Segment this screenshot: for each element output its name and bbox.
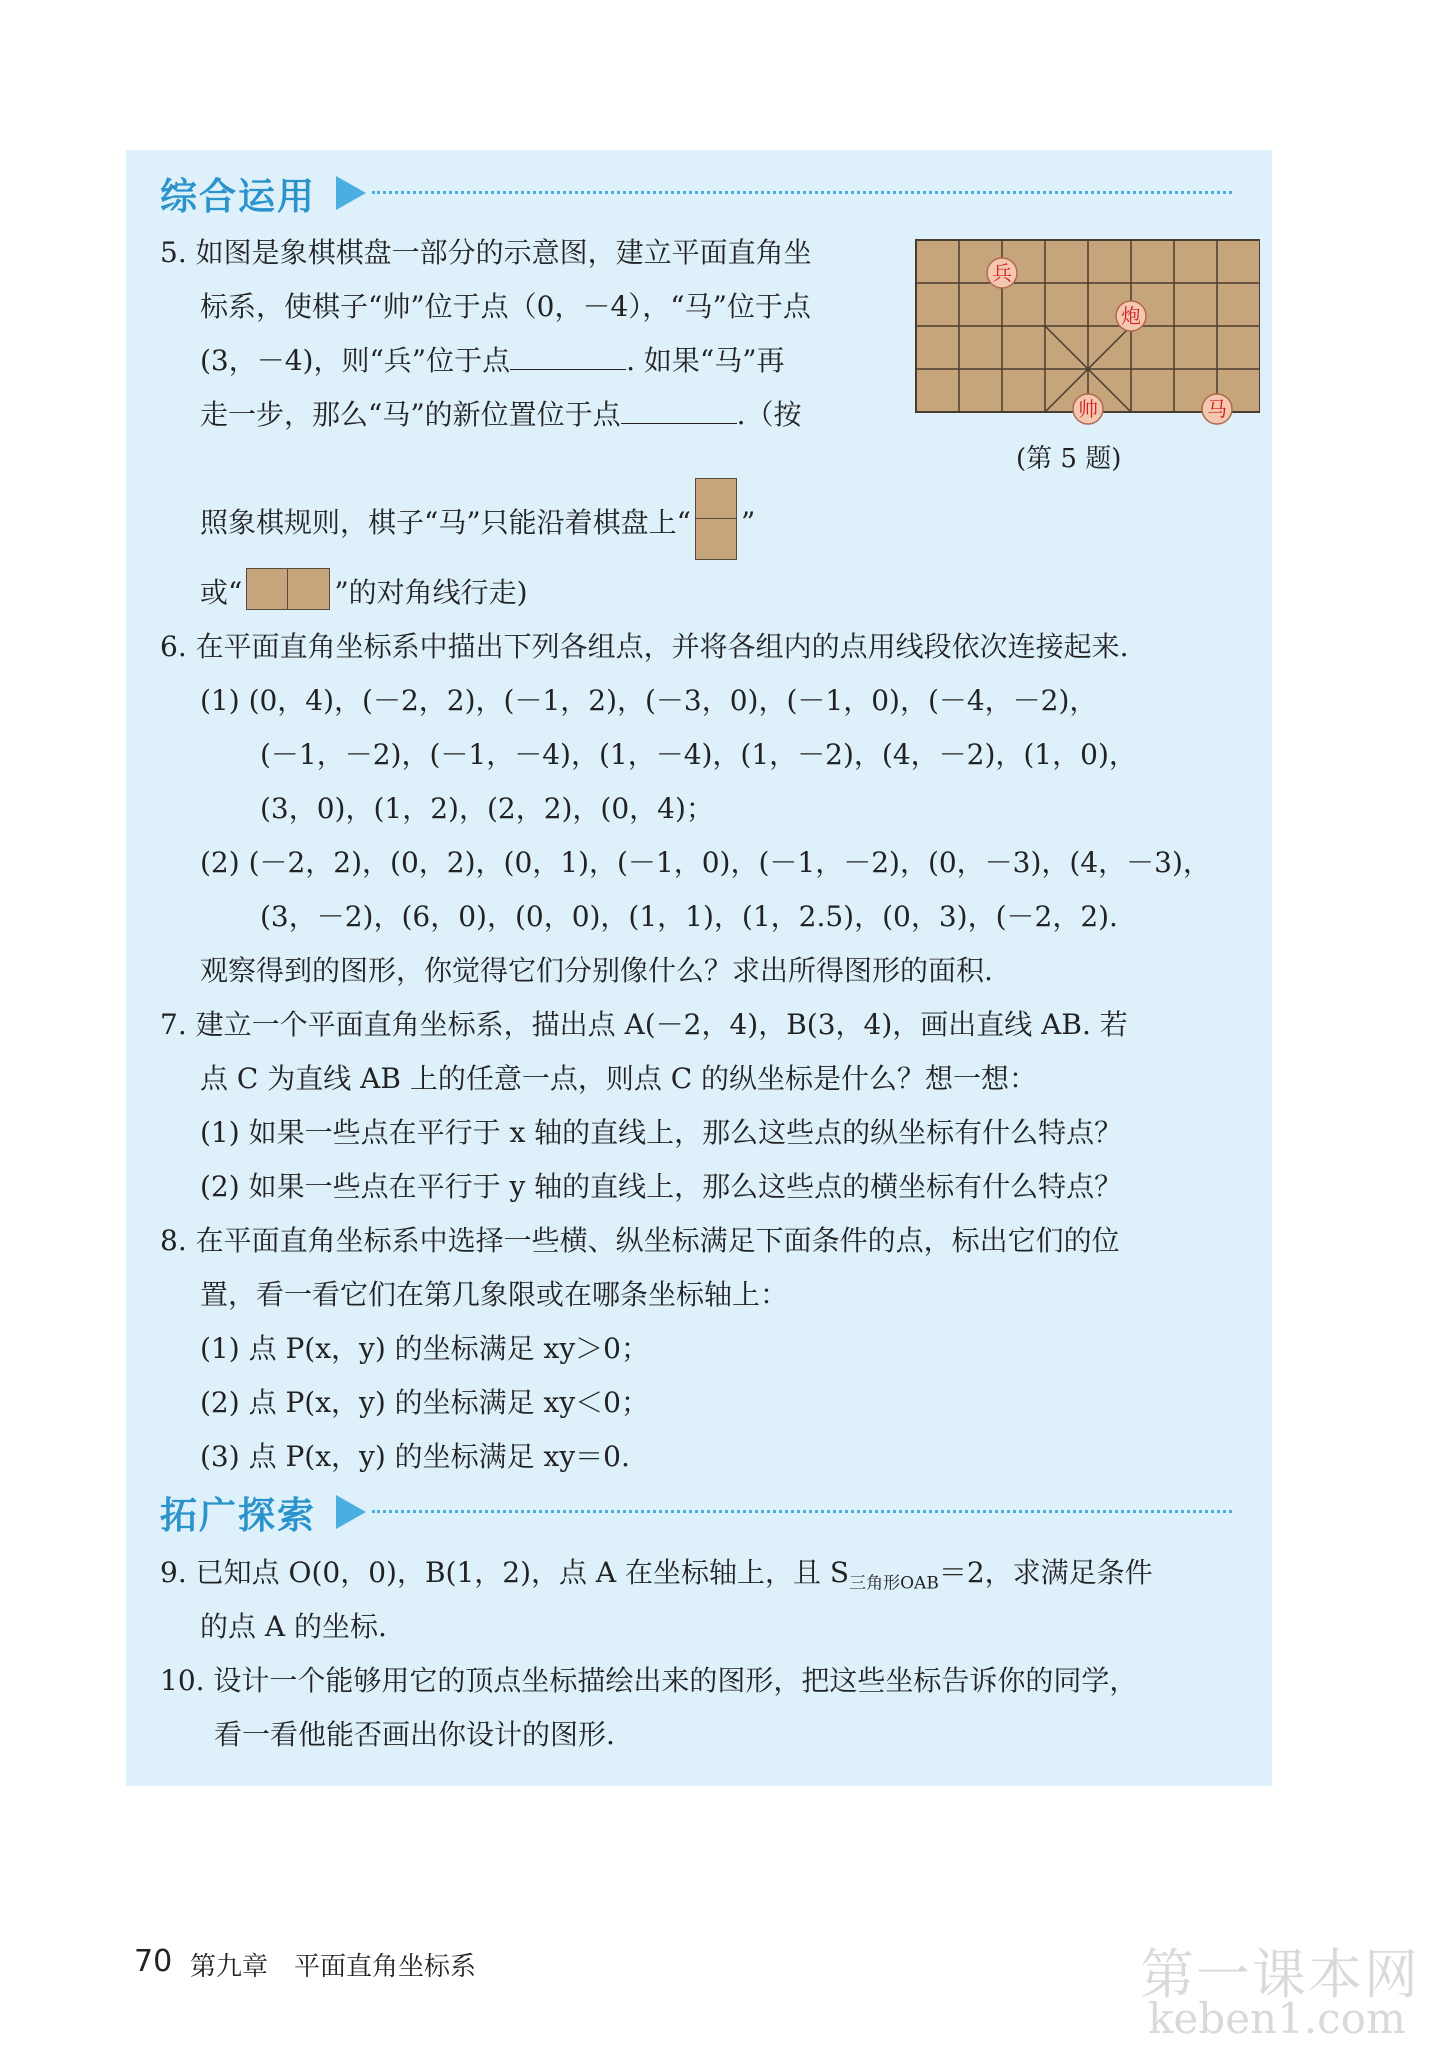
figure-caption: (第 5 题)	[1016, 444, 1122, 474]
triangle-arrow-icon	[336, 1495, 366, 1529]
q7-line-2: 点 C 为直线 AB 上的任意一点，则点 C 的纵坐标是什么？想一想：	[200, 1062, 1038, 1095]
piece-pao-label: 炮	[1121, 304, 1141, 328]
dotted-rule	[372, 1510, 1232, 1513]
q5-line-3	[200, 344, 785, 378]
watermark-url: keben1.com	[1148, 1994, 1406, 2043]
q5-line-6	[200, 568, 528, 610]
q5-line-5	[200, 478, 755, 560]
q8-line-5: (3) 点 P(x，y) 的坐标满足 xy＝0.	[200, 1440, 630, 1473]
q5-line-3b: . 如果“马”再	[626, 344, 785, 377]
triangle-arrow-icon	[336, 176, 366, 210]
q9-line-2: 的点 A 的坐标.	[200, 1610, 387, 1643]
section-title: 综合运用	[160, 175, 316, 218]
q5-line-1: 5. 如图是象棋棋盘一部分的示意图，建立平面直角坐	[160, 236, 812, 269]
q10-line-2: 看一看他能否画出你设计的图形.	[214, 1718, 615, 1751]
q5-line-6b: ”的对角线行走)	[334, 576, 528, 609]
piece-ma-label: 马	[1207, 397, 1227, 421]
q6-line-1: 6. 在平面直角坐标系中描出下列各组点，并将各组内的点用线段依次连接起来.	[160, 630, 1129, 663]
q9-line-1	[160, 1556, 1153, 1601]
q6-line-7: 观察得到的图形，你觉得它们分别像什么？求出所得图形的面积.	[200, 954, 993, 987]
q6-line-5: (2) (－2，2)，(0，2)，(0，1)，(－1，0)，(－1，－2)，(0，－3)，(4，－3)，	[200, 846, 1211, 879]
q5-line-3a: (3，－4)，则“兵”位于点	[200, 344, 511, 377]
page-number: 70	[134, 1944, 173, 1979]
q5-line-4a: 走一步，那么“马”的新位置位于点	[200, 398, 621, 431]
q6-line-3: (－1，－2)，(－1，－4)，(1，－4)，(1，－2)，(4，－2)，(1，0)，	[260, 738, 1137, 771]
q9-line-1b: ＝2，求满足条件	[938, 1556, 1153, 1589]
piece-bing-label: 兵	[992, 261, 1012, 285]
q6-line-2: (1) (0，4)，(－2，2)，(－1，2)，(－3，0)，(－1，0)，(－4，－2)，	[200, 684, 1098, 717]
q6-line-4: (3，0)，(1，2)，(2，2)，(0，4)；	[260, 792, 714, 825]
section-heading-1	[160, 168, 366, 218]
q5-line-5a: 照象棋规则，棋子“马”只能沿着棋盘上“	[200, 506, 691, 539]
q5-line-5b: ”	[740, 506, 756, 539]
q10-line-1: 10. 设计一个能够用它的顶点坐标描绘出来的图形，把这些坐标告诉你的同学，	[160, 1664, 1138, 1697]
answer-blank-2[interactable]	[621, 399, 737, 424]
section-heading-2	[160, 1487, 366, 1537]
q5-line-6a: 或“	[200, 576, 243, 609]
chapter-title: 第九章 平面直角坐标系	[190, 1952, 477, 1982]
chessboard-figure	[912, 236, 1260, 432]
piece-shuai-label: 帅	[1078, 397, 1098, 421]
section-title: 拓广探索	[160, 1494, 316, 1537]
q6-line-6: (3，－2)，(6，0)，(0，0)，(1，1)，(1，2.5)，(0，3)，(－2，2).	[260, 900, 1118, 933]
answer-blank-1[interactable]	[510, 345, 626, 370]
q7-line-3: (1) 如果一些点在平行于 x 轴的直线上，那么这些点的纵坐标有什么特点？	[200, 1116, 1123, 1149]
q5-line-2: 标系，使棋子“帅”位于点（0，－4），“马”位于点	[200, 290, 811, 323]
q7-line-4: (2) 如果一些点在平行于 y 轴的直线上，那么这些点的横坐标有什么特点？	[200, 1170, 1123, 1203]
q5-line-4b: .（按	[736, 398, 802, 431]
vertical-rectangle-icon	[695, 478, 737, 560]
q8-line-2: 置，看一看它们在第几象限或在哪条坐标轴上：	[200, 1278, 789, 1311]
dotted-rule	[372, 191, 1232, 194]
horizontal-rectangle-icon	[246, 568, 330, 610]
q8-line-1: 8. 在平面直角坐标系中选择一些横、纵坐标满足下面条件的点，标出它们的位	[160, 1224, 1120, 1257]
q5-line-4	[200, 398, 802, 432]
q8-line-4: (2) 点 P(x，y) 的坐标满足 xy＜0；	[200, 1386, 649, 1419]
triangle-subscript: 三角形OAB	[849, 1573, 939, 1594]
q8-line-3: (1) 点 P(x，y) 的坐标满足 xy＞0；	[200, 1332, 649, 1365]
q7-line-1: 7. 建立一个平面直角坐标系，描出点 A(－2，4)，B(3，4)，画出直线 AB. 若	[160, 1008, 1128, 1041]
board-grid	[916, 240, 1260, 412]
watermark-cn: 第一课本网	[1140, 1943, 1420, 2006]
q9-line-1a: 9. 已知点 O(0，0)，B(1，2)，点 A 在坐标轴上，且 S	[160, 1556, 850, 1589]
